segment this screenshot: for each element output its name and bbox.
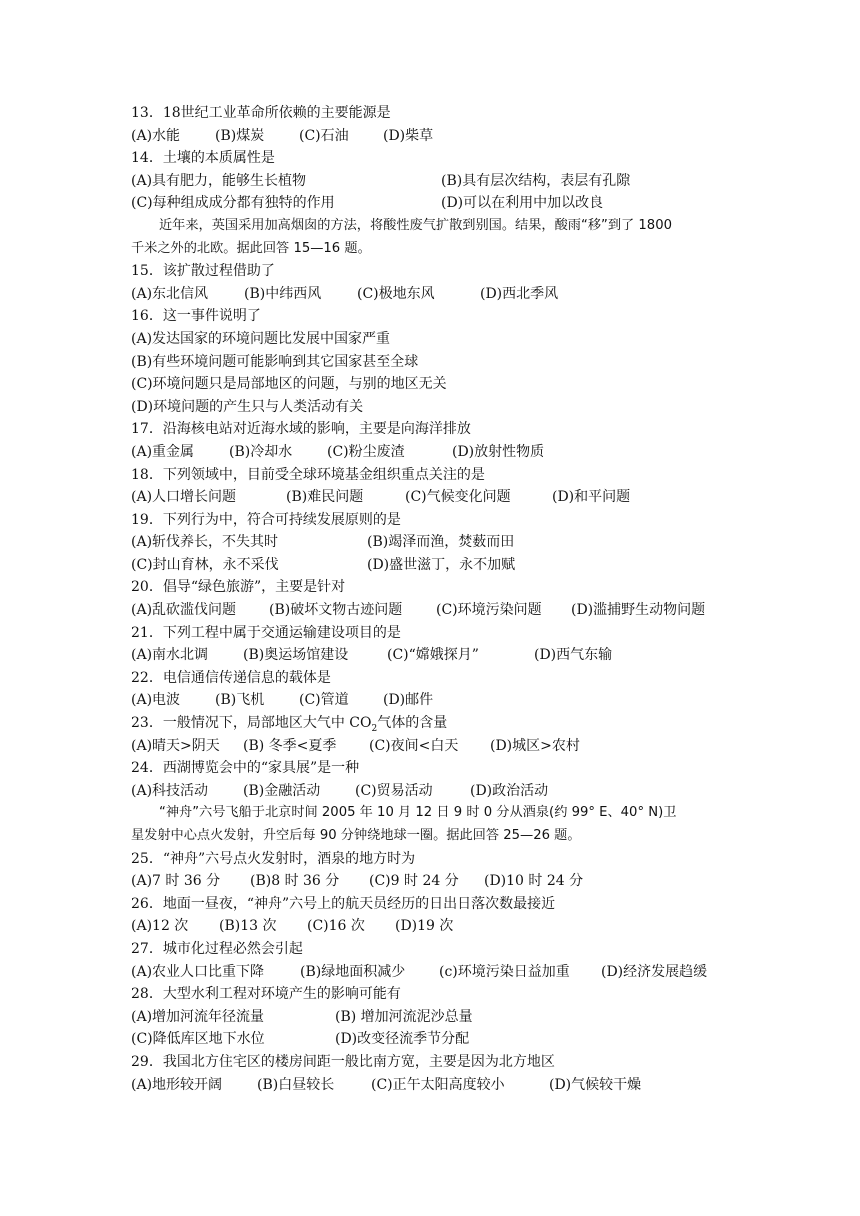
- q26-option-d: (D)19 次: [395, 918, 454, 935]
- q29-option-c: (C)正午太阳高度较小: [371, 1076, 505, 1093]
- question-25-stem: 25．“神舟”六号点火发射时，酒泉的地方时为: [131, 850, 416, 867]
- q14-option-a: (A)具有肥力，能够生长植物: [131, 172, 307, 189]
- q24-option-c: (C)贸易活动: [355, 782, 433, 799]
- question-29-options: [131, 1074, 741, 1097]
- question-19-options-row1: [131, 531, 741, 554]
- q26-option-a: (A)12 次: [131, 918, 189, 935]
- q23-stem-post: 气体的含量: [377, 715, 448, 732]
- q20-option-c: (C)环境污染问题: [436, 602, 542, 619]
- q13-option-a: (A)水能: [131, 127, 181, 144]
- passage-shenzhou-line2: 星发射中心点火发射，升空后每 90 分钟绕地球一圈。据此回答 25—26 题。: [131, 828, 581, 843]
- q25-option-c: (C)9 时 24 分: [369, 873, 459, 890]
- question-15-options: [131, 283, 741, 306]
- q16-option-a: (A)发达国家的环境问题比发展中国家严重: [131, 330, 391, 347]
- question-26-options: [131, 915, 741, 938]
- q16-option-d: (D)环境问题的产生只与人类活动有关: [131, 398, 364, 415]
- q19-option-b: (B)竭泽而渔，焚薮而田: [367, 534, 515, 551]
- q25-option-d: (D)10 时 24 分: [484, 873, 584, 890]
- passage-acid-rain-line1: 近年来，英国采用加高烟囱的方法，将酸性废气扩散到别国。结果，酸雨“移”到了 1800: [159, 217, 672, 233]
- q17-option-a: (A)重金属: [131, 443, 195, 460]
- q19-option-c: (C)封山育林，永不采伐: [131, 556, 279, 573]
- q21-option-d: (D)西气东输: [534, 647, 613, 664]
- q24-option-d: (D)政治活动: [470, 782, 549, 799]
- q18-option-d: (D)和平问题: [552, 489, 631, 506]
- q21-option-a: (A)南水北调: [131, 647, 209, 664]
- question-26-stem: 26．地面一昼夜，“神舟”六号上的航天员经历的日出日落次数最接近: [131, 895, 556, 912]
- q22-option-c: (C)管道: [299, 692, 349, 709]
- question-13-stem: 13．18世纪工业革命所依赖的主要能源是: [131, 105, 391, 121]
- q21-option-c: (C)“嫦娥探月”: [387, 647, 479, 664]
- question-25-options: [131, 870, 741, 893]
- q18-option-a: (A)人口增长问题: [131, 489, 237, 506]
- q22-option-d: (D)邮件: [383, 692, 434, 709]
- q13-option-c: (C)石油: [299, 127, 349, 144]
- q28-option-c: (C)降低库区地下水位: [131, 1031, 265, 1048]
- q20-option-a: (A)乱砍滥伐问题: [131, 602, 237, 619]
- q23-stem-pre: 23．一般情况下，局部地区大气中 CO: [131, 715, 372, 732]
- q24-option-a: (A)科技活动: [131, 782, 209, 799]
- q18-option-c: (C)气候变化问题: [405, 489, 511, 506]
- question-22-stem: 22．电信通信传递信息的载体是: [131, 669, 331, 686]
- q27-option-d: (D)经济发展趋缓: [601, 963, 708, 980]
- q27-option-a: (A)农业人口比重下降: [131, 963, 265, 980]
- q15-option-d: (D)西北季风: [480, 285, 559, 302]
- q14-option-d: (D)可以在利用中加以改良: [441, 195, 604, 212]
- question-18-stem: 18．下列领域中，目前受全球环境基金组织重点关注的是: [131, 466, 485, 483]
- q28-option-d: (D)改变径流季节分配: [335, 1031, 470, 1048]
- passage-acid-rain-line2: 千米之外的北欧。据此回答 15—16 题。: [131, 240, 371, 256]
- question-20-options: [131, 599, 741, 622]
- question-27-stem: 27．城市化过程必然会引起: [131, 940, 303, 957]
- question-18-options: [131, 486, 741, 509]
- q17-option-d: (D)放射性物质: [452, 443, 545, 460]
- q29-option-b: (B)白昼较长: [257, 1076, 335, 1093]
- question-15-stem: 15．该扩散过程借助了: [131, 263, 275, 280]
- question-28-stem: 28．大型水利工程对环境产生的影响可能有: [131, 986, 401, 1003]
- q22-option-a: (A)电波: [131, 692, 181, 709]
- q18-option-b: (B)难民问题: [286, 489, 364, 506]
- question-17-options: [131, 441, 741, 464]
- q15-option-a: (A)东北信风: [131, 285, 209, 302]
- passage-shenzhou-line1: “神舟”六号飞船于北京时间 2005 年 10 月 12 日 9 时 0 分从酒泉(约 99° E、40° N)卫: [159, 805, 677, 821]
- question-27-options: [131, 961, 741, 984]
- question-17-stem: 17．沿海核电站对近海水域的影响，主要是向海洋排放: [131, 421, 471, 438]
- question-14-options-row2: [131, 192, 741, 215]
- question-14-options-row1: [131, 170, 741, 193]
- q28-option-a: (A)增加河流年径流量: [131, 1008, 265, 1025]
- q29-option-d: (D)气候较干燥: [549, 1076, 642, 1093]
- q14-option-b: (B)具有层次结构，表层有孔隙: [441, 172, 631, 189]
- q22-option-b: (B)飞机: [215, 692, 265, 709]
- q20-option-b: (B)破坏文物古迹问题: [269, 602, 403, 619]
- q19-option-a: (A)斩伐养长，不失其时: [131, 534, 279, 551]
- q23-option-b: (B) 冬季<夏季: [243, 737, 337, 754]
- question-24-stem: 24．西湖博览会中的“家具展”是一种: [131, 760, 360, 777]
- q26-option-b: (B)13 次: [219, 918, 277, 935]
- q23-option-a: (A)晴天>阴天: [131, 737, 220, 754]
- question-22-options: [131, 689, 741, 712]
- question-21-options: [131, 644, 741, 667]
- q25-option-a: (A)7 时 36 分: [131, 873, 221, 890]
- exam-page: [131, 102, 741, 1096]
- q16-option-c: (C)环境问题只是局部地区的问题，与别的地区无关: [131, 376, 447, 393]
- question-21-stem: 21．下列工程中属于交通运输建设项目的是: [131, 624, 401, 641]
- q28-option-b: (B) 增加河流泥沙总量: [335, 1008, 473, 1025]
- question-29-stem: 29．我国北方住宅区的楼房间距一般比南方宽，主要是因为北方地区: [131, 1053, 555, 1070]
- q15-option-b: (B)中纬西风: [244, 285, 322, 302]
- q19-option-d: (D)盛世滋丁，永不加赋: [367, 556, 516, 573]
- q27-option-b: (B)绿地面积减少: [300, 963, 406, 980]
- q20-option-d: (D)滥捕野生动物问题: [571, 602, 706, 619]
- q23-option-d: (D)城区>农村: [490, 737, 580, 754]
- q24-option-b: (B)金融活动: [243, 782, 321, 799]
- q14-option-c: (C)每种组成成分都有独特的作用: [131, 195, 335, 212]
- q13-option-b: (B)煤炭: [215, 127, 265, 144]
- question-28-options-row1: [131, 1006, 741, 1029]
- q23-option-c: (C)夜间<白天: [369, 737, 459, 754]
- question-19-options-row2: [131, 554, 741, 577]
- question-13-options: [131, 125, 741, 148]
- q23-stem-subscript: 2: [371, 723, 378, 734]
- q25-option-b: (B)8 时 36 分: [250, 873, 340, 890]
- q17-option-c: (C)粉尘废渣: [327, 443, 405, 460]
- q17-option-b: (B)冷却水: [229, 443, 293, 460]
- question-19-stem: 19．下列行为中，符合可持续发展原则的是: [131, 511, 401, 528]
- question-28-options-row2: [131, 1028, 741, 1051]
- q27-option-c: (c)环境污染日益加重: [439, 963, 570, 980]
- question-23-stem: [131, 712, 741, 735]
- question-14-stem: 14．土壤的本质属性是: [131, 150, 275, 167]
- question-23-options: [131, 735, 741, 758]
- q13-option-d: (D)柴草: [383, 127, 434, 144]
- q16-option-b: (B)有些环境问题可能影响到其它国家甚至全球: [131, 353, 419, 370]
- q29-option-a: (A)地形较开阔: [131, 1076, 223, 1093]
- q21-option-b: (B)奥运场馆建设: [243, 647, 349, 664]
- question-24-options: [131, 780, 741, 803]
- q26-option-c: (C)16 次: [307, 918, 365, 935]
- question-20-stem: 20．倡导“绿色旅游”，主要是针对: [131, 579, 346, 596]
- question-16-stem: 16．这一事件说明了: [131, 308, 261, 325]
- q15-option-c: (C)极地东风: [357, 285, 435, 302]
